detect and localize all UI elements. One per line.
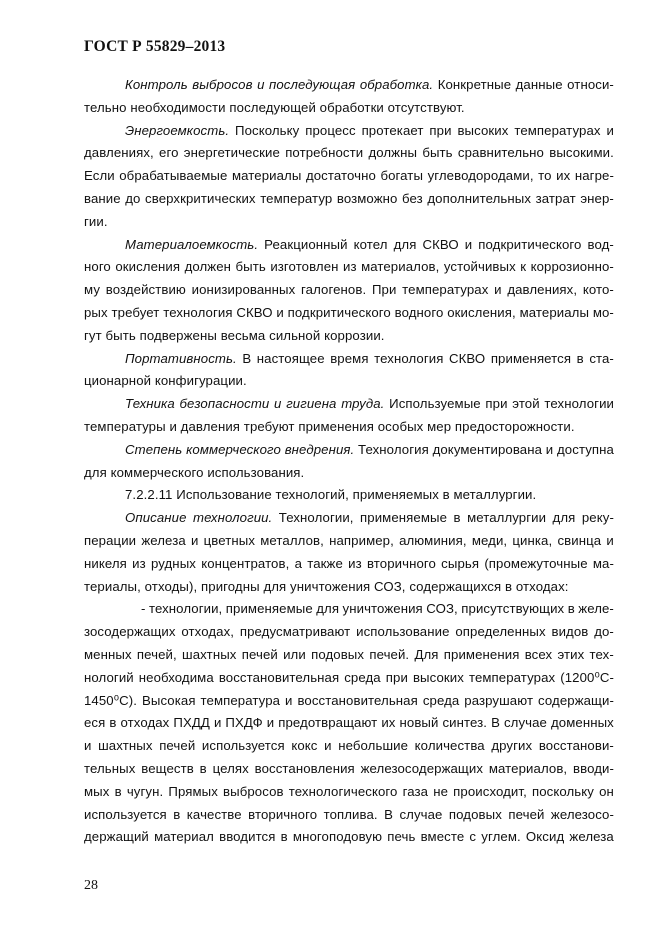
line-text: ционарной конфигурации. bbox=[84, 373, 247, 389]
text-line bbox=[84, 484, 614, 507]
document-body bbox=[84, 74, 614, 849]
text-line: Описание технологии. Технологии, применяемые в металлургии для реку- bbox=[125, 510, 614, 526]
document-header: ГОСТ Р 55829–2013 bbox=[84, 38, 226, 55]
line-text: температуры и давления требуют применения особых мер предосторожности. bbox=[84, 418, 575, 434]
text-line bbox=[84, 211, 614, 234]
text-line: используется в качестве вторичного топлива. В случае подовых печей железосо- bbox=[84, 806, 614, 822]
text-line: Техника безопасности и гигиена труда. Используемые при этой технологии bbox=[125, 396, 614, 412]
text-line: никеля из рудных концентратов, а также из вторичного сырья (промежуточные ма- bbox=[84, 555, 614, 571]
text-line: давлениях, его энергетические потребности должны быть сравнительно высокими. bbox=[84, 145, 614, 161]
text-line bbox=[84, 325, 614, 348]
line-text: для коммерческого использования. bbox=[84, 464, 305, 480]
text-line: и шахтных печей используется кокс и небольшие количества других восстанови- bbox=[84, 738, 614, 754]
text-line: нологий необходима восстановительная среда при высоких температурах (1200⁰С- bbox=[84, 669, 614, 685]
text-line: менных печей, шахтных печей или подовых печей. Для применения всех этих тех- bbox=[84, 646, 614, 662]
text-line: тельных веществ в целях восстановления железосодержащих материалов, вводи- bbox=[84, 760, 614, 776]
text-line: 1450⁰С). Высокая температура и восстановительная среда разрушают содержащи- bbox=[84, 692, 614, 708]
text-line bbox=[84, 370, 614, 393]
text-line: вание до сверхкритических температур возможно без дополнительных затрат энер- bbox=[84, 190, 614, 206]
page-number: 28 bbox=[84, 878, 98, 893]
text-line: рых требует технология СКВО и подкритического водного окисления, материалы мо- bbox=[84, 304, 614, 320]
text-line: Материалоемкость. Реакционный котел для СКВО и подкритического вод- bbox=[125, 236, 614, 252]
text-line bbox=[84, 416, 614, 439]
text-line: Контроль выбросов и последующая обработка. Конкретные данные относи- bbox=[125, 77, 614, 92]
text-line bbox=[84, 576, 614, 599]
line-text: тельно необходимости последующей обработки отсутствуют. bbox=[84, 99, 465, 115]
text-line: Если обрабатываемые материалы достаточно богаты углеводородами, то их нагре- bbox=[84, 168, 614, 184]
text-line: Степень коммерческого внедрения. Технология документирована и доступна bbox=[125, 441, 614, 457]
text-line bbox=[84, 462, 614, 485]
text-line: му воздействию ионизированных галогенов. При температурах и давлениях, кото- bbox=[84, 282, 614, 298]
text-line: Портативность. В настоящее время технология СКВО применяется в ста- bbox=[125, 350, 614, 366]
line-text: 7.2.2.11 Использование технологий, применяемых в металлургии. bbox=[125, 487, 537, 503]
text-line: держащий материал вводится в многоподовую печь вместе с углем. Оксид железа bbox=[84, 829, 614, 845]
text-line: еся в отходах ПХДД и ПХДФ и предотвращают их новый синтез. В случае доменных bbox=[84, 715, 614, 731]
text-line: перации железа и цветных металлов, например, алюминия, меди, цинка, свинца и bbox=[84, 532, 614, 548]
text-line: - технологии, применяемые для уничтожения СОЗ, присутствующих в желе- bbox=[141, 601, 614, 617]
text-line: мых в чугун. Прямых выбросов технологического газа не происходит, поскольку он bbox=[84, 783, 614, 799]
line-text: гии. bbox=[84, 213, 108, 229]
text-line bbox=[84, 97, 614, 120]
text-line: ного окисления должен быть изготовлен из материалов, устойчивых к коррозионно- bbox=[84, 259, 614, 275]
line-text: териалы, отходы), пригодны для уничтожения СОЗ, содержащихся в отходах: bbox=[84, 578, 569, 594]
text-line: Энергоемкость. Поскольку процесс протекает при высоких температурах и bbox=[125, 122, 614, 138]
text-line: зосодержащих отходах, предусматривают использование определенных видов до- bbox=[84, 624, 614, 640]
line-text: гут быть подвержены весьма сильной коррозии. bbox=[84, 327, 385, 343]
